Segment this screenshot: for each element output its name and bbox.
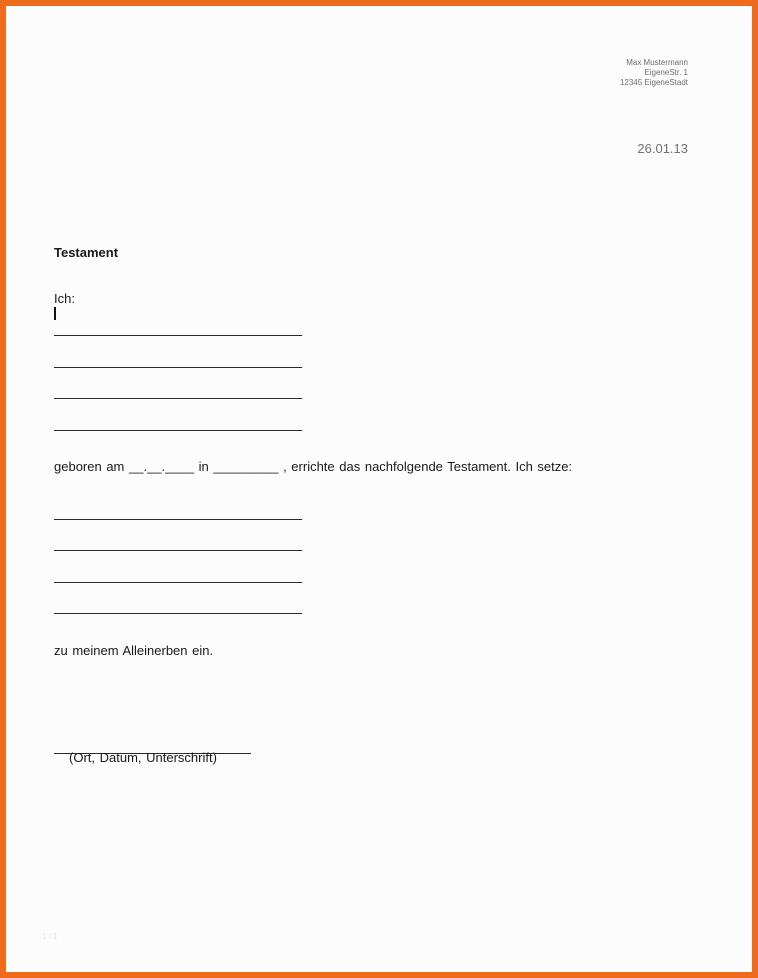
- sender-name: Max Mustermann: [626, 58, 688, 67]
- heir-line-3[interactable]: [54, 582, 302, 583]
- ich-label: Ich:: [54, 291, 75, 306]
- name-line-3[interactable]: [54, 398, 302, 399]
- sender-address: [620, 58, 688, 88]
- page-number: 1 / 1: [42, 932, 58, 941]
- heir-line-4[interactable]: [54, 613, 302, 614]
- name-line-4[interactable]: [54, 430, 302, 431]
- sender-city: 12345 EigeneStadt: [619, 78, 688, 87]
- heir-sentence: zu meinem Alleinerben ein.: [54, 643, 214, 658]
- born-sentence: geboren am __.__.____ in _________ , errichte das nachfolgende Testament. Ich setze:: [54, 459, 573, 474]
- heir-line-1[interactable]: [54, 519, 302, 520]
- name-line-1[interactable]: [54, 335, 302, 336]
- sender-street: EigeneStr. 1: [644, 68, 688, 77]
- text-cursor: [54, 307, 56, 320]
- name-line-2[interactable]: [54, 367, 302, 368]
- heir-line-2[interactable]: [54, 550, 302, 551]
- document-date: 26.01.13: [637, 141, 688, 156]
- signature-caption: (Ort, Datum, Unterschrift): [69, 750, 217, 765]
- document-title: Testament: [54, 245, 119, 260]
